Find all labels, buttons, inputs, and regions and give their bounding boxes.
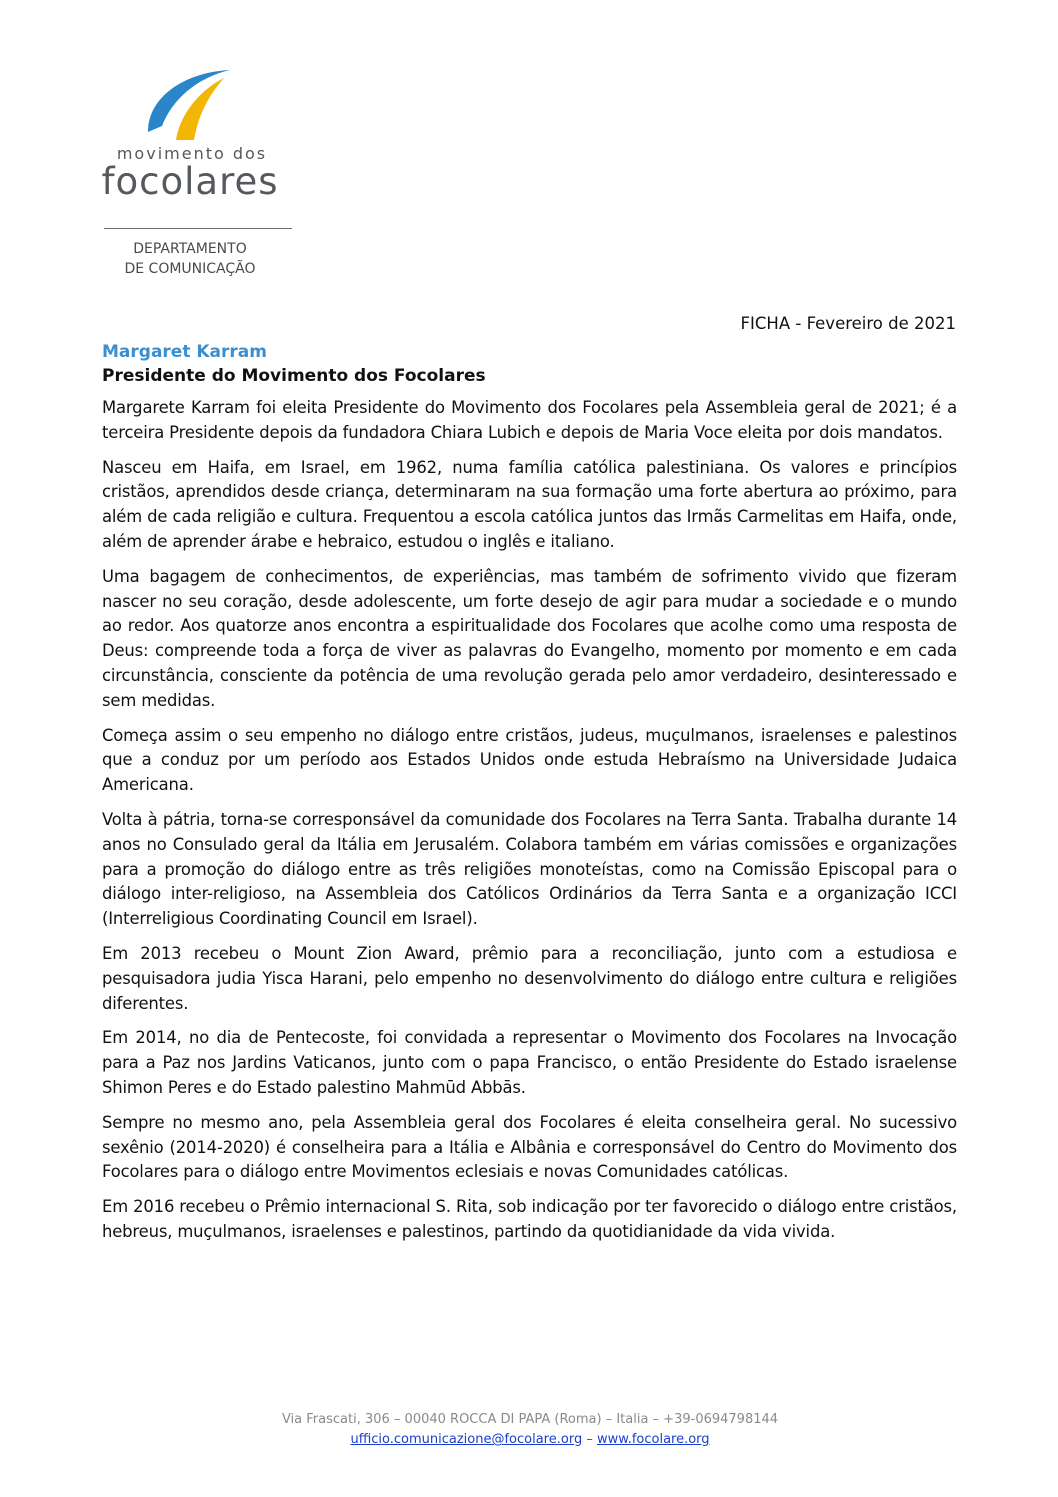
footer-links — [190, 1430, 870, 1450]
header-divider — [104, 228, 292, 229]
paragraph: Margarete Karram foi eleita Presidente do Movimento dos Focolares pela Assembleia geral de 2021; é a terceira Presidente depois da fundadora Chiara Lubich e depois de Maria Voce eleita por dois mandatos. — [102, 398, 957, 442]
brand-top-text: movimento dos — [116, 144, 268, 163]
footer-separator: – — [586, 1432, 597, 1447]
person-name: Margaret Karram — [102, 342, 267, 362]
department-line2: DE COMUNICAÇÃO — [124, 261, 256, 277]
department-label — [100, 239, 280, 279]
paragraph: Sempre no mesmo ano, pela Assembleia geral dos Focolares é eleita conselheira geral. No sucessivo sexênio (2014-2020) é conselheira para a Itália e Albânia e corresponsável do Centro do Movimento dos Focolares para o diálogo entre Movimentos eclesiais e novas Comunidades católicas. — [102, 1112, 957, 1182]
paragraph: Volta à pátria, torna-se corresponsável da comunidade dos Focolares na Terra Santa. Trabalha durante 14 anos no Consulado geral da Itália em Jerusalém. Colabora também em várias comissões e organizações para a promoção do diálogo entre as três religiões monoteístas, como na Comissão Episcopal para o diálogo inter-religioso, na Assembleia dos Católicos Ordinários da Terra Santa e a organização ICCI (Interreligious Coordinating Council em Israel). — [102, 809, 957, 929]
document-body — [102, 340, 957, 1255]
paragraph: Em 2013 recebeu o Mount Zion Award, prêmio para a reconciliação, junto com a estudiosa e pesquisadora judia Yisca Harani, pelo empenho no desenvolvimento do diálogo entre cultura e religiões diferentes. — [102, 943, 957, 1013]
footer-address: Via Frascati, 306 – 00040 ROCCA DI PAPA (Roma) – Italia – +39-0694798144 — [281, 1412, 779, 1427]
paragraph: Em 2016 recebeu o Prêmio internacional S. Rita, sob indicação por ter favorecido o diálogo entre cristãos, hebreus, muçulmanos, israelenses e palestinos, partindo da quotidianidade da vida vivida. — [102, 1197, 957, 1241]
ficha-date: FICHA - Fevereiro de 2021 — [740, 314, 956, 333]
paragraph: Uma bagagem de conhecimentos, de experiências, mas também de sofrimento vivido que fizeram nascer no seu coração, desde adolescente, um forte desejo de agir para mudar a sociedade e o mundo ao redor. Aos quatorze anos encontra a espiritualidade dos Focolares que acolhe como uma resposta de Deus: compreende toda a força de viver as palavras do Evangelho, momento por momento e em cada circunstância, consciente da potência de uma revolução gerada pelo amor verdadeiro, desinteressado e sem medidas. — [102, 566, 957, 710]
department-line1: DEPARTAMENTO — [133, 241, 247, 257]
footer — [190, 1410, 870, 1450]
person-role: Presidente do Movimento dos Focolares — [102, 366, 486, 386]
paragraph: Nasceu em Haifa, em Israel, em 1962, numa família católica palestiniana. Os valores e princípios cristãos, aprendidos desde criança, determinaram na sua formação uma forte abertura ao próximo, para além de cada religião e cultura. Frequentou a escola católica juntos das Irmãs Carmelitas em Haifa, onde, além de aprender árabe e hebraico, estudou o inglês e italiano. — [102, 457, 957, 551]
paragraph: Em 2014, no dia de Pentecoste, foi convidada a representar o Movimento dos Focolares na Invocação para a Paz nos Jardins Vaticanos, junto com o papa Francisco, o então Presidente do Estado israelense Shimon Peres e do Estado palestino Mahmūd Abbās. — [102, 1028, 957, 1097]
focolare-logo-icon — [146, 66, 230, 142]
website-link[interactable]: www.focolare.org — [596, 1432, 710, 1447]
brand-main-text: focolares — [101, 160, 279, 203]
email-link[interactable]: ufficio.comunicazione@focolare.org — [350, 1432, 583, 1447]
paragraph: Começa assim o seu empenho no diálogo entre cristãos, judeus, muçulmanos, israelenses e palestinos que a conduz por um período aos Estados Unidos onde estuda Hebraísmo na Universidade Judaica Americana. — [102, 725, 957, 795]
